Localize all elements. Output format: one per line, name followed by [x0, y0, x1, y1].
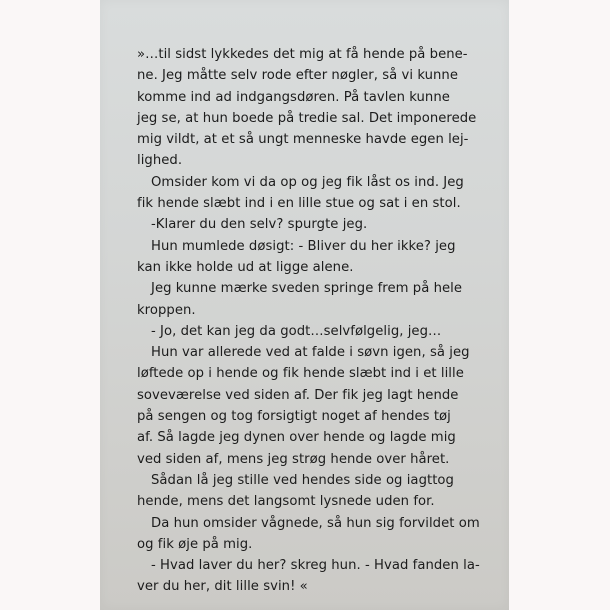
text-line: af. Så lagde jeg dynen over hende og lagde mig: [137, 430, 456, 446]
book-page: [100, 0, 509, 610]
text-line: - Hvad laver du her? skreg hun. - Hvad fanden la-: [151, 558, 480, 574]
text-line: hende, mens det langsomt lysnede uden for.: [137, 494, 435, 510]
text-line: løftede op i hende og fik hende slæbt ind i et lille: [137, 366, 464, 382]
text-line: ver du her, dit lille svin! «: [137, 579, 308, 595]
text-line: jeg se, at hun boede på tredie sal. Det imponerede: [137, 110, 477, 126]
text-line: kroppen.: [137, 302, 196, 318]
text-line: -Klarer du den selv? spurgte jeg.: [151, 217, 368, 233]
text-line: Jeg kunne mærke sveden springe frem på hele: [151, 281, 463, 297]
text-line: fik hende slæbt ind i en lille stue og sat i en stol.: [137, 196, 461, 212]
text-line: »…til sidst lykkedes det mig at få hende på bene-: [137, 47, 468, 62]
text-line: lighed.: [137, 153, 183, 169]
text-line: - Jo, det kan jeg da godt…selvfølgelig, jeg…: [151, 323, 442, 339]
text-line: Hun var allerede ved at falde i søvn igen, så jeg: [151, 345, 470, 361]
page-text: [137, 44, 497, 598]
text-line: på sengen og tog forsigtigt noget af hendes tøj: [137, 409, 451, 425]
text-line: Omsider kom vi da op og jeg fik låst os ind. Jeg: [151, 174, 464, 190]
text-line: komme ind ad indgangsdøren. På tavlen kunne: [137, 89, 450, 105]
text-line: soveværelse ved siden af. Der fik jeg lagt hende: [137, 387, 459, 403]
text-line: Sådan lå jeg stille ved hendes side og iagttog: [151, 472, 454, 488]
text-line: Hun mumlede døsigt: - Bliver du her ikke? jeg: [151, 238, 456, 254]
text-line: ne. Jeg måtte selv rode efter nøgler, så vi kunne: [137, 68, 458, 84]
text-line: og fik øje på mig.: [137, 536, 253, 552]
text-line: ved siden af, mens jeg strøg hende over håret.: [137, 451, 450, 467]
text-line: kan ikke holde ud at ligge alene.: [137, 259, 354, 275]
text-line: Da hun omsider vågnede, så hun sig forvildet om: [151, 515, 480, 531]
text-line: mig vildt, at et så ungt menneske havde egen lej-: [137, 132, 469, 148]
